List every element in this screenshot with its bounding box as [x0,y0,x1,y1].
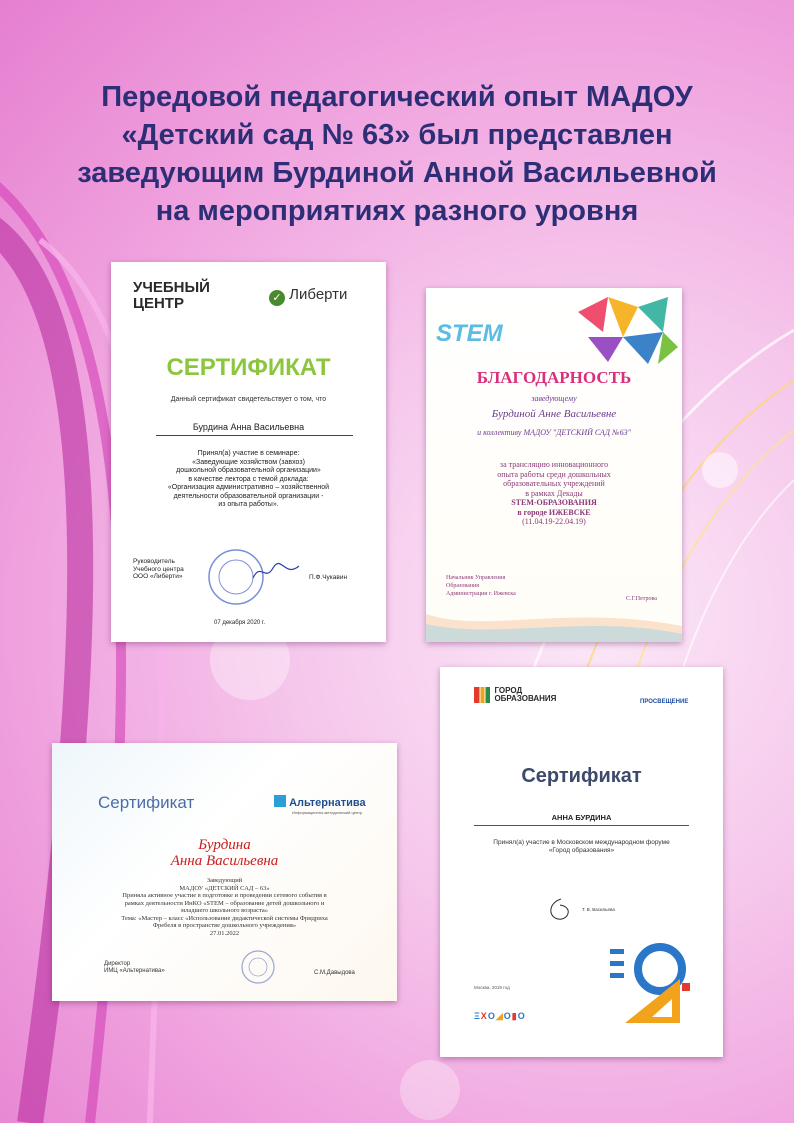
certificate-liberty [111,262,386,642]
certificate-heading: Сертификат [98,793,195,812]
certificate-heading: БЛАГОДАРНОСТЬ [476,368,632,387]
recipient-name: Бурдина Анна Васильевна [170,837,279,869]
name-underline [156,435,353,436]
signer-name: С.М.Давыдова [314,970,355,976]
geometric-logo-icon [610,939,700,1025]
check-circle-icon: ✓ [269,290,285,306]
bottom-wave-decoration [426,604,682,642]
signer-title: Начальник Управления Образования Администрации г. Ижевска [446,575,516,597]
title-line: на мероприятиях разного уровня [155,195,639,227]
certificate-body: Принял(а) участие в Московском международном форуме «Город образования» [493,839,670,854]
name-underline [474,825,689,826]
signer-name: С.Г.Петрова [626,596,657,602]
certificate-body: за трансляцию инновационного опыта работы среди дошкольных образовательных учреждений в рамках Декады STEM-ОБРАЗОВАНИЯ в городе ИЖЕВСКЕ (11.04.19-22.04.19) [497,460,611,526]
signature-icon [546,897,576,921]
certificate-body: Принял(а) участие в семинаре: «Заведующие хозяйством (завхоз) дошкольной образовательной организации» в качестве лектора с темой доклада: «Организация административно – хозяйственной деятельности образовательной организации - из опыта работы». [167,450,330,508]
recipient-role: заведующему [531,394,577,403]
place-date: Москва, 2019 год [474,985,510,990]
brand-subtitle: Информационно-методический центр [292,810,363,815]
signature-icon [251,560,301,584]
signer-title: Директор ИМЦ «Альтернатива» [104,961,165,974]
certificate-stem [426,288,682,642]
city-of-education-logo: ГОРОД ОБРАЗОВАНИЯ [474,687,556,705]
geometric-decoration [568,292,678,368]
org-logo-text: УЧЕБНЫЙ ЦЕНТР [133,279,210,312]
title-line: Передовой педагогический опыт МАДОУ [101,81,693,113]
certificate-heading: СЕРТИФИКАТ [166,354,331,381]
page-title [30,78,764,230]
partner-logo: ПРОСВЕЩЕНИЕ [640,699,689,705]
title-line: заведующим Бурдиной Анной Васильевной [77,157,717,189]
logo-icon [274,795,286,807]
recipient-name: Бурдина Анна Васильевна [192,422,305,432]
alternativa-brand: Альтернатива [274,795,366,809]
certificate-alternativa [52,743,397,1001]
stamp-icon [240,949,276,985]
bottom-logo-strip: ΞXO◢O▮O [474,1011,526,1021]
certificate-body: Заведующий МАДОУ «ДЕТСКИЙ САД – 63» Приняла активное участие в подготовке и проведении сетевого события в рамках деятельности ИнКО «STEM – образование детей дошкольного и младшего школьного возраста» Тема: «Мастер – класс «Использование дидактической системы Фридриха Фребеля в пространстве дошкольного учреждения» 27.01.2022 [121,877,328,937]
certificate-heading: Сертификат [521,765,642,787]
intro-text: Данный сертификат свидетельствует о том, что [170,396,327,403]
signer-name: Т. В. Васильева [582,907,615,912]
recipient-name: Бурдиной Анне Васильевне [491,408,617,420]
signer-title: Руководитель Учебного центра ООО «Либерти» [133,558,184,580]
issue-date: 07 декабря 2020 г. [214,620,266,626]
recipient-team: и коллективу МАДОУ "ДЕТСКИЙ САД №63" [477,428,631,437]
title-line: «Детский сад № 63» был представлен [121,119,673,151]
stem-logo: STEM [436,320,503,347]
recipient-name: АННА БУРДИНА [551,813,612,822]
signer-name: П.Ф.Чукавин [309,574,348,581]
certificate-city-of-education [440,667,723,1057]
building-icon [474,687,490,703]
liberty-brand: ✓ Либерти [269,286,347,306]
